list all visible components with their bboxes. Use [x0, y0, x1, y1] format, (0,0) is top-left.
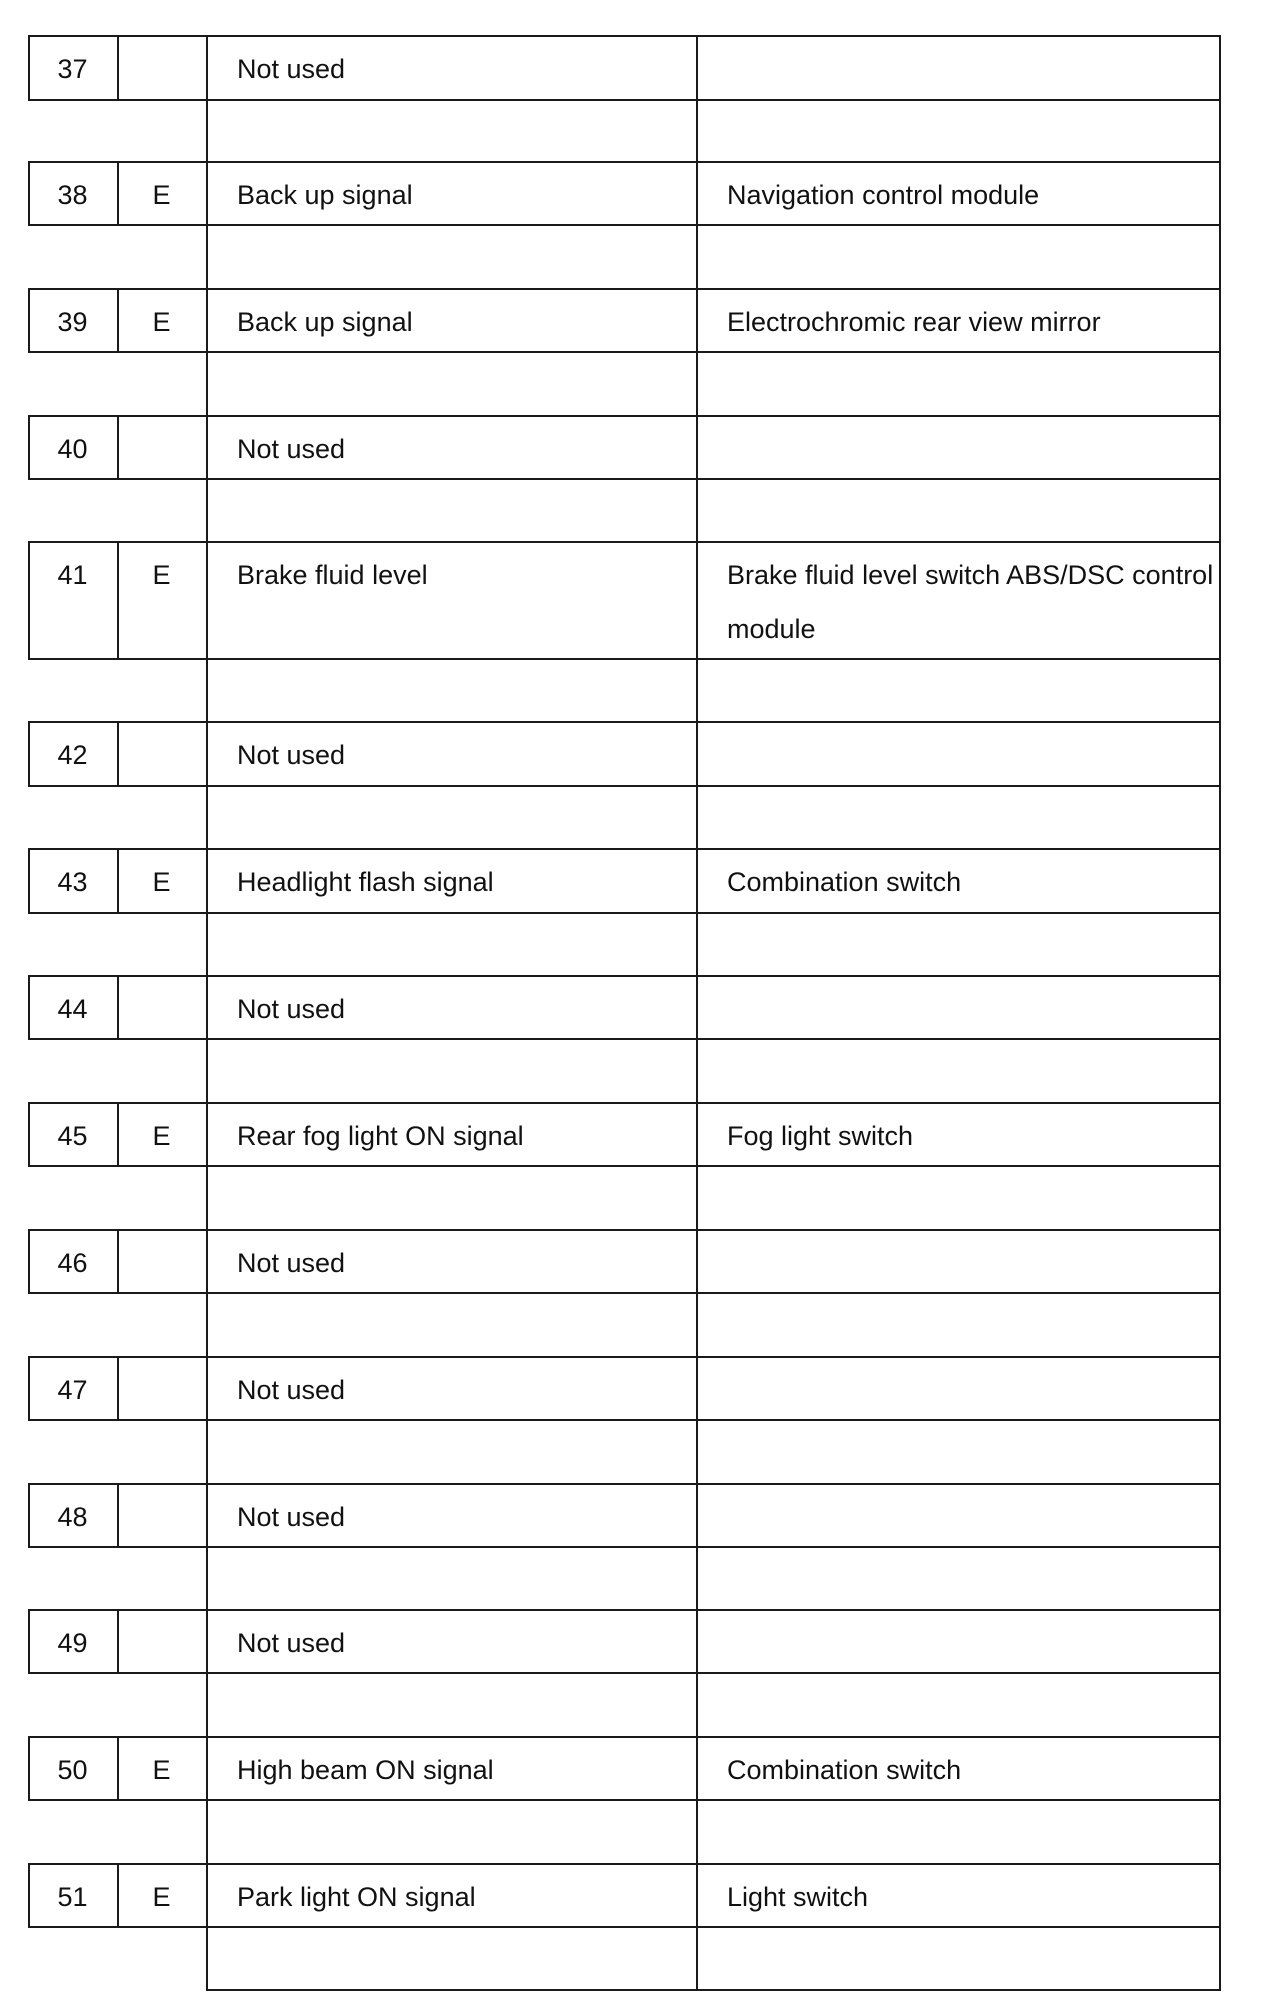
row-bottom-border [28, 658, 1221, 660]
row-top-border [28, 35, 1221, 37]
pin-type-divider [117, 1356, 119, 1421]
signal-type: E [152, 867, 171, 897]
signal-description: Not used [237, 740, 346, 770]
row-top-border [28, 1229, 1221, 1231]
signal-description: Rear fog light ON signal [237, 1121, 524, 1151]
pin-type-divider [117, 35, 119, 101]
row-bottom-border [28, 1799, 1221, 1801]
row-top-border [28, 541, 1221, 543]
signal-description: Not used [237, 994, 346, 1024]
column-divider-description [206, 35, 208, 1989]
row-top-border [28, 1483, 1221, 1485]
pin-type-divider [117, 975, 119, 1040]
row-bottom-border [28, 1165, 1221, 1167]
signal-description: Headlight flash signal [237, 867, 494, 897]
signal-description: High beam ON signal [237, 1755, 494, 1785]
pin-type-divider [117, 1229, 119, 1294]
row-bottom-border [28, 785, 1221, 787]
pin-type-divider [117, 1483, 119, 1548]
row-top-border [28, 1736, 1221, 1738]
pin-number: 47 [57, 1375, 88, 1405]
connected-component: Light switch [727, 1882, 869, 1912]
connected-component: Electrochromic rear view mirror [727, 307, 1101, 337]
pin-type-divider [117, 721, 119, 787]
row-top-border [28, 975, 1221, 977]
pin-number: 51 [57, 1882, 88, 1912]
column-divider-connection [696, 35, 698, 1989]
row-bottom-border [28, 1926, 1221, 1928]
row-bottom-border [28, 1038, 1221, 1040]
connected-component: Combination switch [727, 867, 962, 897]
pin-number: 42 [57, 740, 88, 770]
table-bottom-border [206, 1989, 1221, 1991]
pin-number: 48 [57, 1502, 88, 1532]
signal-description: Not used [237, 434, 346, 464]
pin-number: 39 [57, 307, 88, 337]
connected-component: Combination switch [727, 1755, 962, 1785]
row-bottom-border [28, 912, 1221, 914]
signal-description: Back up signal [237, 307, 413, 337]
pin-number: 45 [57, 1121, 88, 1151]
signal-description: Not used [237, 54, 346, 84]
row-top-border [28, 721, 1221, 723]
signal-description: Not used [237, 1628, 346, 1658]
row-top-border [28, 1102, 1221, 1104]
connected-component: Navigation control module [727, 180, 1040, 210]
row-top-border [28, 415, 1221, 417]
row-bottom-border [28, 1546, 1221, 1548]
signal-type: E [152, 1121, 171, 1151]
pin-number: 50 [57, 1755, 88, 1785]
row-bottom-border [28, 351, 1221, 353]
signal-type: E [152, 307, 171, 337]
row-top-border [28, 1356, 1221, 1358]
signal-type: E [152, 1882, 171, 1912]
row-top-border [28, 848, 1221, 850]
pin-number: 38 [57, 180, 88, 210]
pin-number: 41 [57, 560, 88, 590]
pin-number: 40 [57, 434, 88, 464]
pin-number: 46 [57, 1248, 88, 1278]
signal-type: E [152, 560, 171, 590]
signal-description: Not used [237, 1502, 346, 1532]
row-top-border [28, 1863, 1221, 1865]
connected-component: Brake fluid level switch ABS/DSC control module [727, 560, 1214, 644]
row-top-border [28, 1609, 1221, 1611]
table-right-border [1219, 35, 1221, 1989]
row-bottom-border [28, 1672, 1221, 1674]
row-top-border [28, 288, 1221, 290]
signal-description: Brake fluid level [237, 560, 428, 590]
pin-number: 49 [57, 1628, 88, 1658]
connected-component: Fog light switch [727, 1121, 914, 1151]
row-bottom-border [28, 478, 1221, 480]
row-bottom-border [28, 224, 1221, 226]
pin-number: 37 [57, 54, 88, 84]
pin-number: 43 [57, 867, 88, 897]
row-bottom-border [28, 1292, 1221, 1294]
signal-type: E [152, 1755, 171, 1785]
row-bottom-border [28, 99, 1221, 101]
signal-description: Not used [237, 1248, 346, 1278]
row-top-border [28, 161, 1221, 163]
signal-type: E [152, 180, 171, 210]
signal-description: Not used [237, 1375, 346, 1405]
pin-type-divider [117, 1609, 119, 1674]
signal-description: Park light ON signal [237, 1882, 476, 1912]
pin-type-divider [117, 415, 119, 480]
signal-description: Back up signal [237, 180, 413, 210]
row-bottom-border [28, 1419, 1221, 1421]
pin-number: 44 [57, 994, 88, 1024]
